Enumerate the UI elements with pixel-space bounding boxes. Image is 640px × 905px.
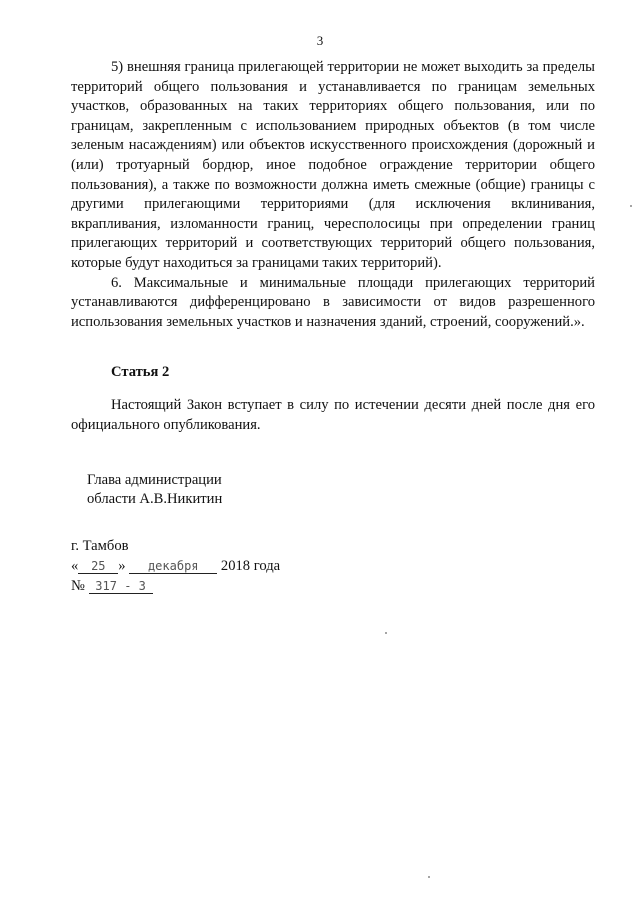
signature-name: области А.В.Никитин [87, 491, 223, 507]
page-number: 3 [316, 33, 324, 48]
article-heading: Статья 2 [111, 364, 170, 380]
date-close-quote: » [118, 558, 126, 574]
handwritten-month: декабря [129, 559, 217, 574]
handwritten-day: 25 [78, 559, 118, 574]
law-body [71, 58, 595, 332]
date-year: 2018 года [220, 558, 281, 574]
place-of-signing: г. Тамбов [71, 538, 129, 554]
scan-speck [428, 876, 430, 878]
scan-speck [385, 632, 387, 634]
signature-title: Глава администрации [87, 472, 222, 488]
scan-speck [630, 205, 632, 207]
signing-date [71, 558, 280, 575]
paragraph-item-6: 6. Максимальные и минимальные площади прилегающих территорий устанавливаются дифференцировано в зависимости от видов разрешенного использования земельных участков и назначения зданий, строений, сооружений.». [71, 274, 595, 330]
number-label: № [71, 578, 85, 594]
signature-block [87, 471, 222, 509]
article-text: Настоящий Закон вступает в силу по истечении десяти дней после дня его официального опубликования. [71, 397, 595, 433]
law-number [71, 578, 153, 595]
handwritten-number: 317 - З [89, 579, 153, 594]
date-open-quote: « [71, 558, 79, 574]
paragraph-item-5: 5) внешняя граница прилегающей территории не может выходить за пределы территорий общего пользования и устанавливается по границам земельных участков, образованных на таких территориях общего пользования, или по границам, закрепленным с использованием природных объектов (в том числе зеленым насаждениям) или объектов искусственного происхождения (дорожный и (или) тротуарный бордюр, иное подобное ограждение территории общего пользования), а также по возможности должна иметь смежные (общие) границы с другими прилегающими территориями (для исключения вклинивания, вкрапливания, изломанности границ, чересполосицы при определении границ прилегающих территорий и соответствующих территорий общего пользования, которые будут находиться за границами таких территорий). [71, 59, 595, 271]
